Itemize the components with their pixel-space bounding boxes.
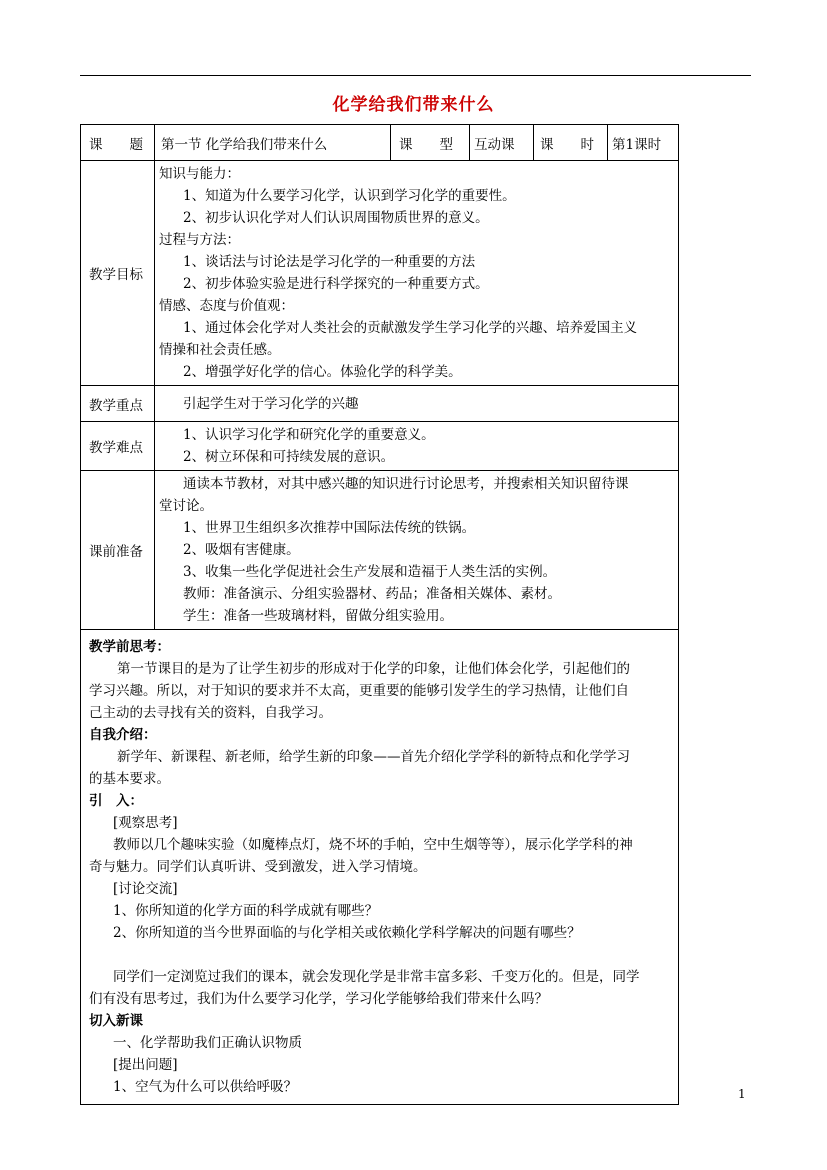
closing-line: 同学们一定浏览过我们的课本，就会发现化学是非常丰富多彩、千变万化的。但是，同学 xyxy=(113,969,640,985)
observe-tag: [观察思考] xyxy=(113,815,178,831)
pre-thinking-heading: 教学前思考： xyxy=(89,639,170,655)
self-intro-heading: 自我介绍： xyxy=(89,727,157,743)
key-points-label: 教学重点 xyxy=(81,386,155,421)
objective-line: 1、知道为什么要学习化学，认识到学习化学的重要性。 xyxy=(183,188,516,204)
objective-line: 1、通过体会化学对人类社会的贡献激发学生学习化学的兴趣、培养爱国主义 xyxy=(183,320,638,336)
discuss-line: 2、你所知道的当今世界面临的与化学相关或依赖化学科学解决的问题有哪些？ xyxy=(113,925,581,941)
hours-value: 第1课时 xyxy=(612,136,662,153)
hours-label: 课 时 xyxy=(540,136,594,153)
objectives-label: 教学目标 xyxy=(81,161,155,385)
observe-line: 奇与魅力。同学们认真听讲、受到激发，进入学习情境。 xyxy=(89,859,427,875)
course-value: 第一节 化学给我们带来什么 xyxy=(161,136,328,153)
preparation-line: 通读本节教材，对其中感兴趣的知识进行讨论思考，并搜索相关知识留待课 xyxy=(183,476,629,492)
objective-line: 知识与能力： xyxy=(159,166,240,182)
course-label-cell xyxy=(81,125,155,160)
type-value-cell xyxy=(470,125,534,160)
preparation-line: 1、世界卫生组织多次推荐中国际法传统的铁锅。 xyxy=(183,520,476,536)
new-lesson-heading: 切入新课 xyxy=(89,1013,143,1029)
preparation-line: 教师：准备演示、分组实验器材、药品；准备相关媒体、素材。 xyxy=(183,586,561,602)
page-number: 1 xyxy=(738,1087,746,1101)
preparation-line: 堂讨论。 xyxy=(159,498,213,514)
pre-thinking-line: 己主动的去寻找有关的资料，自我学习。 xyxy=(89,705,332,721)
header-row xyxy=(81,125,678,161)
section-one: 一、化学帮助我们正确认识物质 xyxy=(113,1035,302,1051)
closing-line: 们有没有思考过，我们为什么要学习化学，学习化学能够给我们带来什么吗？ xyxy=(89,991,548,1007)
header-rule xyxy=(80,75,751,76)
lesson-body-row xyxy=(81,630,678,1104)
objectives-row xyxy=(81,161,678,386)
question-one: 1、空气为什么可以供给呼吸？ xyxy=(113,1079,298,1095)
objective-line: 2、初步认识化学对人们认识周围物质世界的意义。 xyxy=(183,210,489,226)
objective-line: 2、增强学好化学的信心。体验化学的科学美。 xyxy=(183,364,462,380)
lesson-plan-table xyxy=(80,124,679,1105)
type-label-cell xyxy=(391,125,470,160)
observe-line: 教师以几个趣味实验（如魔棒点灯，烧不坏的手帕，空中生烟等等），展示化学学科的神 xyxy=(113,837,633,853)
pre-thinking-line: 第一节课目的是为了让学生初步的形成对于化学的印象，让他们体会化学，引起他们的 xyxy=(117,661,630,677)
document-title: 化学给我们带来什么 xyxy=(332,95,495,115)
difficulties-content xyxy=(155,422,678,470)
preparation-line: 学生：准备一些玻璃材料，留做分组实验用。 xyxy=(183,608,453,624)
type-label: 课 型 xyxy=(399,136,453,153)
preparation-row xyxy=(81,471,678,630)
preparation-label: 课前准备 xyxy=(81,471,155,629)
self-intro-line: 新学年、新课程、新老师，给学生新的印象——首先介绍化学学科的新特点和化学学习 xyxy=(117,749,630,765)
difficulties-label: 教学难点 xyxy=(81,422,155,470)
course-value-cell xyxy=(155,125,391,160)
discuss-line: 1、你所知道的化学方面的科学成就有哪些？ xyxy=(113,903,379,919)
type-value: 互动课 xyxy=(474,136,515,153)
preparation-line: 2、吸烟有害健康。 xyxy=(183,542,300,558)
objective-line: 情感、态度与价值观： xyxy=(159,298,294,314)
course-label: 课 题 xyxy=(89,136,143,153)
objective-line: 情操和社会责任感。 xyxy=(159,342,281,358)
blank-line xyxy=(89,944,672,966)
lesson-body xyxy=(81,630,678,1104)
preparation-content xyxy=(155,471,678,629)
preparation-line: 3、收集一些化学促进社会生产发展和造福于人类生活的实例。 xyxy=(183,564,557,580)
discuss-tag: [讨论交流] xyxy=(113,881,178,897)
key-points-row xyxy=(81,386,678,422)
pre-thinking-line: 学习兴趣。所以，对于知识的要求并不太高，更重要的能够引发学生的学习热情，让他们自 xyxy=(89,683,629,699)
hours-label-cell xyxy=(534,125,608,160)
objective-line: 1、谈话法与讨论法是学习化学的一种重要的方法 xyxy=(183,254,476,270)
hours-value-cell xyxy=(608,125,678,160)
intro-heading: 引 入： xyxy=(89,793,143,809)
objective-line: 2、初步体验实验是进行科学探究的一种重要方式。 xyxy=(183,276,489,292)
difficulty-line: 2、树立环保和可持续发展的意识。 xyxy=(183,449,395,465)
objectives-content xyxy=(155,161,678,385)
question-tag: [提出问题] xyxy=(113,1057,178,1073)
self-intro-line: 的基本要求。 xyxy=(89,771,170,787)
key-points-text: 引起学生对于学习化学的兴趣 xyxy=(183,395,359,412)
objective-line: 过程与方法： xyxy=(159,232,240,248)
difficulty-line: 1、认识学习化学和研究化学的重要意义。 xyxy=(183,427,435,443)
key-points-content xyxy=(155,386,678,421)
difficulties-row xyxy=(81,422,678,471)
